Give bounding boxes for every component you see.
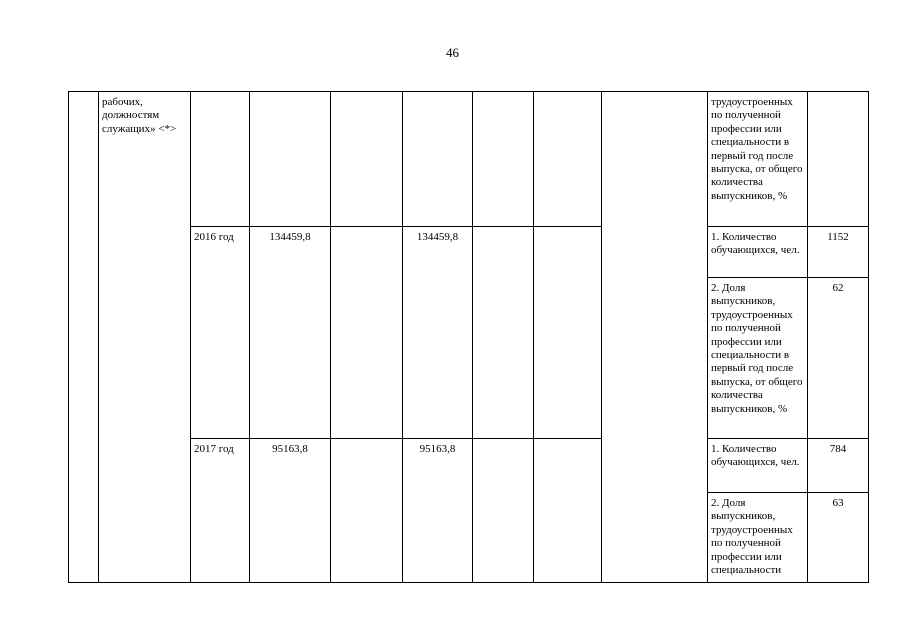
federal-cell xyxy=(331,227,403,439)
other-cell xyxy=(534,227,602,439)
indicator-cell xyxy=(708,493,808,583)
local-cell xyxy=(473,227,534,439)
year-text: 2016 год xyxy=(194,231,234,243)
indicator-text: 2. Доля выпускников, трудоустроенных по полученной профессии или специальности в первый год после выпуска, от общего количества выпускников, % xyxy=(711,282,803,415)
indicator-value: 63 xyxy=(832,497,844,509)
total-cell xyxy=(250,439,331,583)
regional-cell-empty xyxy=(403,92,473,227)
indicator-text: 1. Количество обучающихся, чел. xyxy=(711,443,800,469)
indicator-cell xyxy=(708,227,808,278)
total-cell-empty xyxy=(250,92,331,227)
indicator-text: трудоустроенных по полученной профессии или специальности в первый год после выпуска, от общего количества выпускников, % xyxy=(711,96,803,202)
indicator-value-cell xyxy=(808,439,869,493)
indicator-cell xyxy=(708,278,808,439)
total-value: 95163,8 xyxy=(272,443,308,455)
indicator-value-cell-empty xyxy=(808,92,869,227)
regional-cell xyxy=(403,439,473,583)
other-cell xyxy=(534,439,602,583)
year-cell-empty xyxy=(191,92,250,227)
indicator-value-cell xyxy=(808,278,869,439)
local-cell xyxy=(473,439,534,583)
indicator-text: 2. Доля выпускников, трудоустроенных по полученной профессии или специальности xyxy=(711,497,793,577)
other-cell-empty xyxy=(534,92,602,227)
year-cell xyxy=(191,227,250,439)
federal-cell-empty xyxy=(331,92,403,227)
program-table xyxy=(68,91,869,583)
indicator-text: 1. Количество обучающихся, чел. xyxy=(711,231,800,257)
year-text: 2017 год xyxy=(194,443,234,455)
indicator-value: 784 xyxy=(829,443,847,455)
indicator-value: 1152 xyxy=(827,231,849,243)
responsible-cell xyxy=(602,92,708,583)
program-name-cell xyxy=(99,92,191,583)
local-cell-empty xyxy=(473,92,534,227)
federal-cell xyxy=(331,439,403,583)
table-row-continuation xyxy=(69,92,869,227)
indicator-value-cell xyxy=(808,493,869,583)
regional-cell xyxy=(403,227,473,439)
indicator-value: 62 xyxy=(832,282,844,294)
total-value: 134459,8 xyxy=(269,231,311,243)
indicator-cell xyxy=(708,92,808,227)
year-cell xyxy=(191,439,250,583)
indicator-value-cell xyxy=(808,227,869,278)
program-name-text: рабочих, должностям служащих» <*> xyxy=(102,96,177,135)
number-cell xyxy=(69,92,99,583)
indicator-cell xyxy=(708,439,808,493)
regional-value: 134459,8 xyxy=(416,231,459,243)
total-cell xyxy=(250,227,331,439)
page-number: 46 xyxy=(446,45,459,60)
regional-value: 95163,8 xyxy=(419,443,456,455)
